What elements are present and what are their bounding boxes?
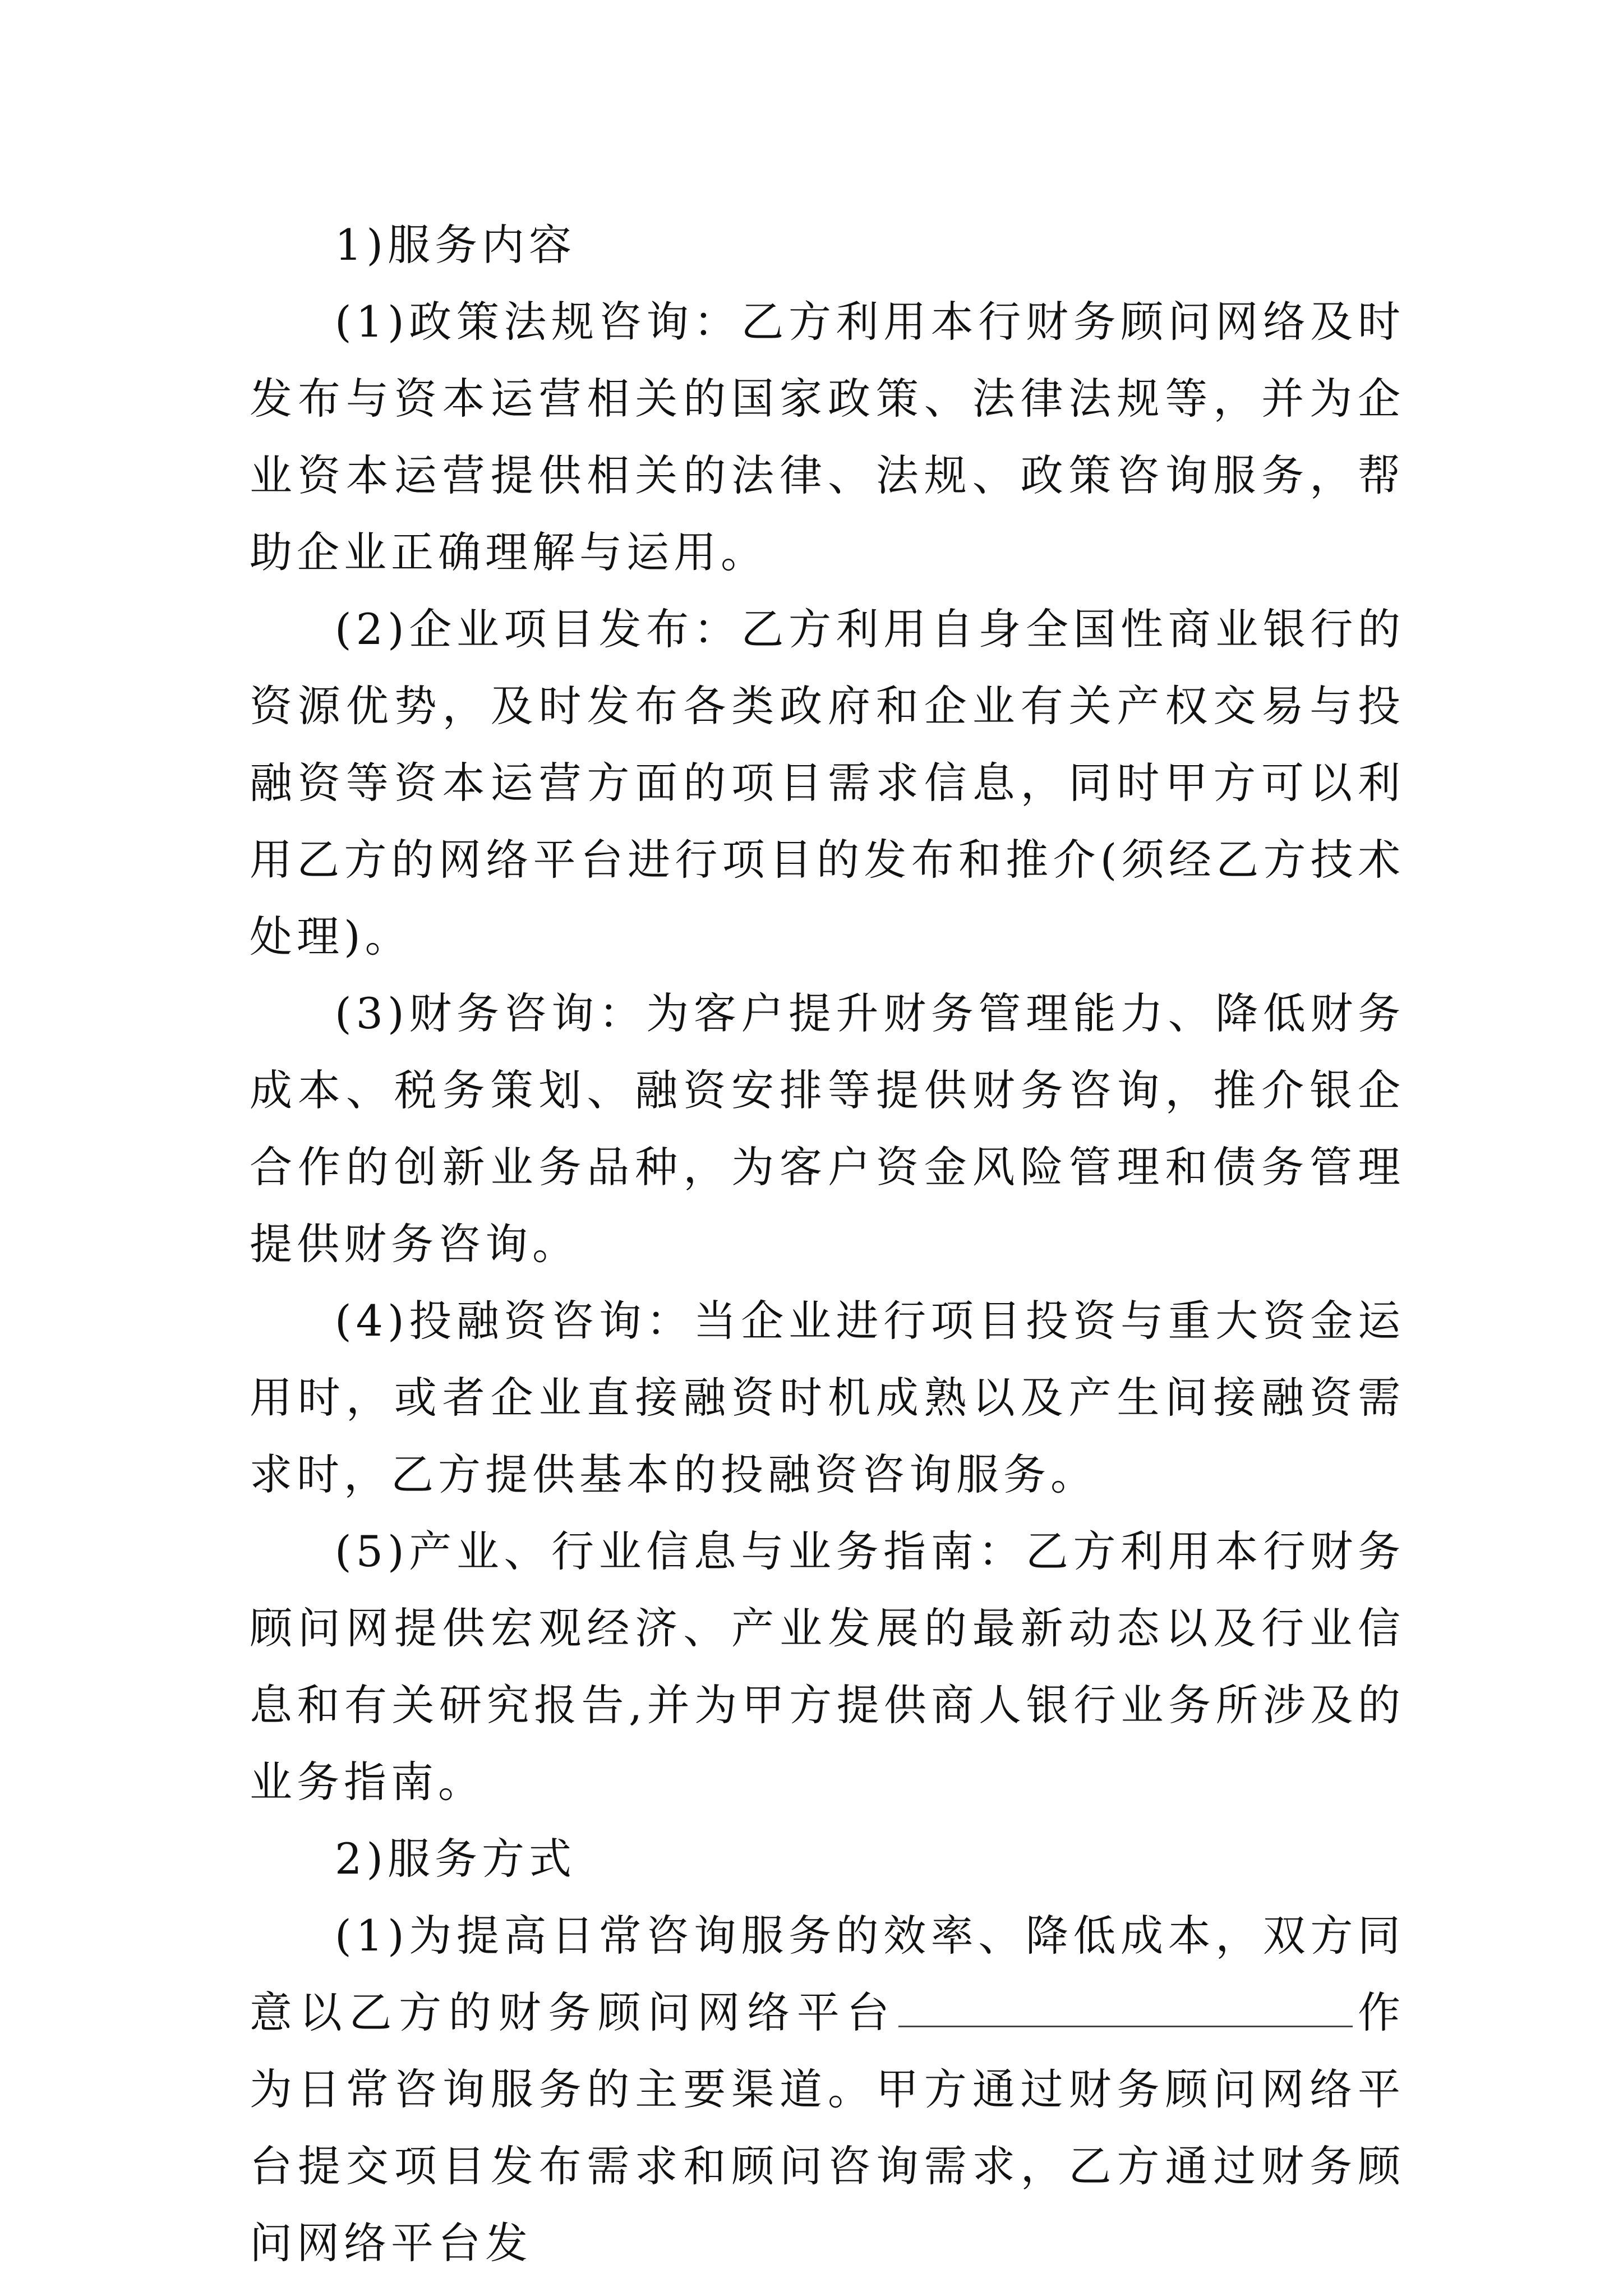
paragraph-policy-consulting: (1)政策法规咨询：乙方利用本行财务顾问网络及时发布与资本运营相关的国家政策、法律法规等，并为企业资本运营提供相关的法律、法规、政策咨询服务，帮助企业正确理解与运用。 — [250, 297, 1405, 577]
paragraph-project-publishing: (2)企业项目发布：乙方利用自身全国性商业银行的资源优势，及时发布各类政府和企业有关产权交易与投融资等资本运营方面的项目需求信息，同时甲方可以利用乙方的网络平台进行项目的发布和推介(须经乙方技术处理)。 — [250, 604, 1405, 961]
section-heading-service-method: 2)服务方式 — [335, 1834, 577, 1884]
paragraph-service-channel — [250, 1897, 1405, 2281]
paragraph-industry-information: (5)产业、行业信息与业务指南：乙方利用本行财务顾问网提供宏观经济、产业发展的最新动态以及行业信息和有关研究报告,并为甲方提供商人银行业务所涉及的业务指南。 — [250, 1526, 1405, 1807]
paragraph-investment-consulting: (4)投融资咨询：当企业进行项目投资与重大资金运用时，或者企业直接融资时机成熟以及产生间接融资需求时，乙方提供基本的投融资咨询服务。 — [250, 1296, 1405, 1499]
paragraph-text-before-blank: (1)为提高日常咨询服务的效率、降低成本，双方同意以乙方的财务顾问网络平台 — [250, 1911, 1405, 2037]
fill-in-blank-line — [898, 1992, 1353, 2027]
section-heading-service-content: 1)服务内容 — [335, 220, 577, 270]
paragraph-financial-consulting: (3)财务咨询：为客户提升财务管理能力、降低财务成本、税务策划、融资安排等提供财务咨询，推介银企合作的创新业务品种，为客户资金风险管理和债务管理提供财务咨询。 — [250, 988, 1405, 1269]
paragraph-text-after-blank: 作为日常咨询服务的主要渠道。甲方通过财务顾问网络平台提交项目发布需求和顾问咨询需求，乙方通过财务顾问网络平台发 — [250, 1987, 1405, 2268]
document-body — [250, 206, 1405, 2281]
